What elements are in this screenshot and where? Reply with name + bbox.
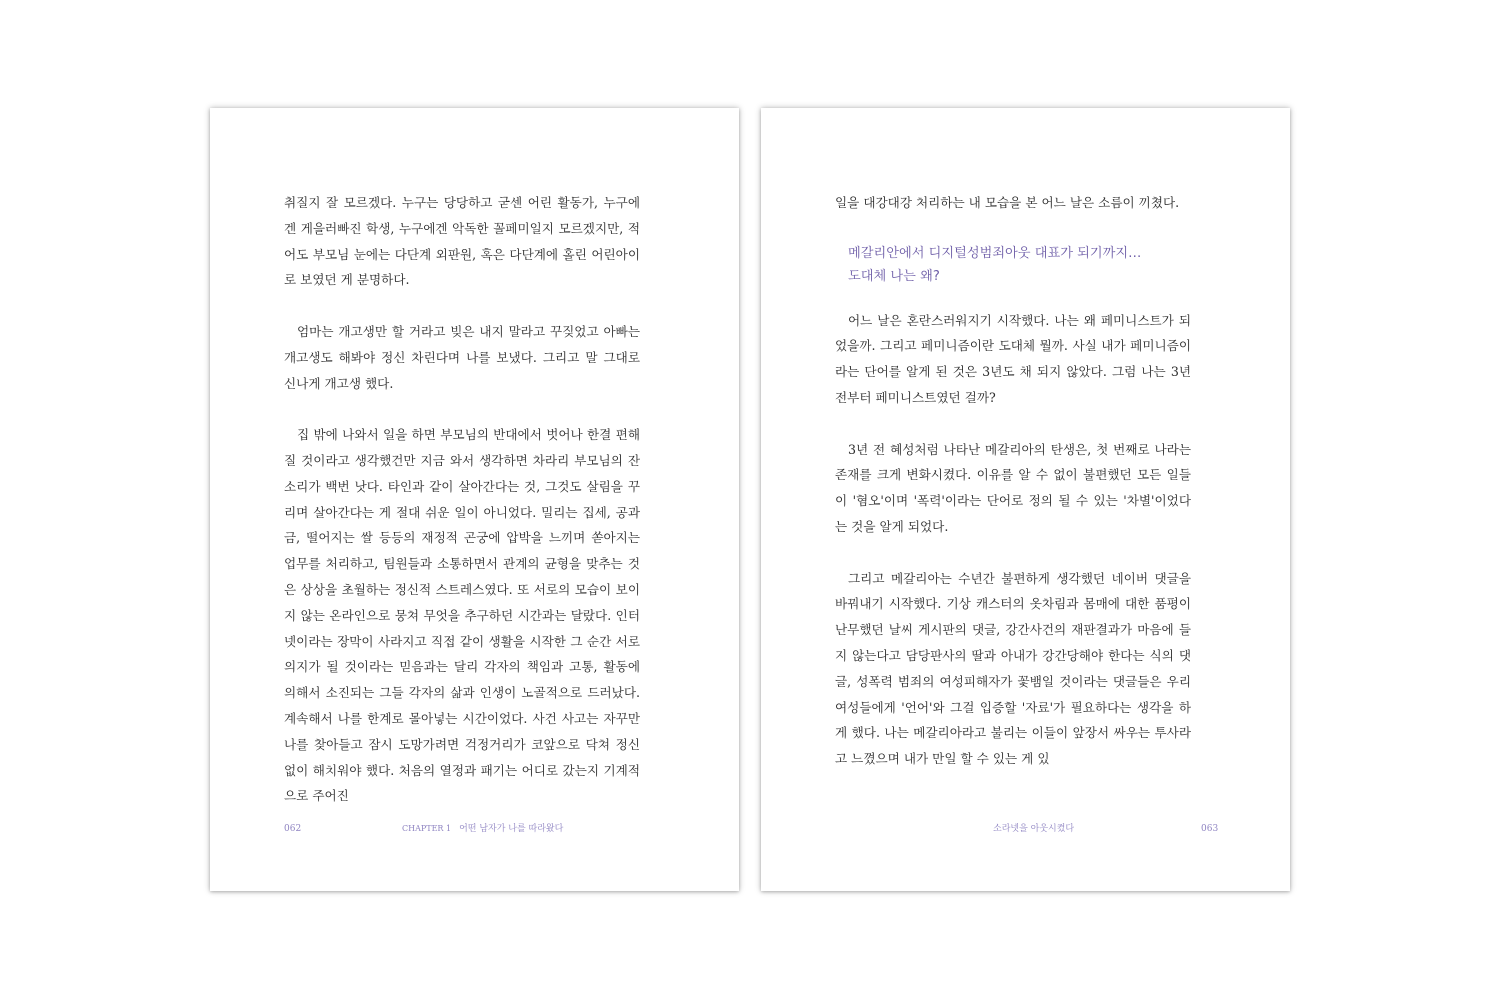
subheading-line: 메갈리안에서 디지털성범죄아웃 대표가 되기까지… — [848, 245, 1142, 261]
paragraph: 엄마는 개고생만 할 거라고 빚은 내지 말라고 꾸짖었고 아빠는 개고생도 해봐야 정신 차린다며 나를 보냈다. 그리고 말 그대로 신나게 개고생 했다. — [284, 323, 640, 391]
running-head: 소라넷을 아웃시켰다 — [993, 824, 1075, 834]
paragraph: 집 밖에 나와서 일을 하면 부모님의 반대에서 벗어나 한결 편해질 것이라고 생각했건만 지금 와서 생각하면 차라리 부모님의 잔소리가 백번 낫다. 타인과 같이 살아간다는 것, 그것도 살림을 꾸리며 살아간다는 게 절대 쉬운 일이 아니었다. 밀리는 집세, 공과금, 떨어지는 쌀 등등의 재정적 곤궁에 압박을 느끼며 쏟아지는 업무를 처리하고, 팀원들과 소통하면서 관계의 균형을 맞추는 것은 상상을 초월하는 정신적 스트레스였다. 또 서로의 모습이 보이지 않는 온라인으로 뭉쳐 무엇을 추구하던 시간과는 달랐다. 인터넷이라는 장막이 사라지고 직접 같이 생활을 시작한 그 순간 서로 의지가 될 것이라는 믿음과는 달리 각자의 책임과 고통, 활동에 의해서 소진되는 그들 각자의 삶과 인생이 노골적으로 드러났다. 계속해서 나를 한계로 몰아넣는 시간이었다. 사건 사고는 자꾸만 나를 찾아들고 잠시 도망가려면 걱정거리가 코앞으로 닥쳐 정신없이 해치워야 했다. 처음의 열정과 패기는 어디로 갔는지 기계적으로 주어진 — [284, 427, 640, 804]
paragraph: 3년 전 혜성처럼 나타난 메갈리아의 탄생은, 첫 번째로 나라는 존재를 크게 변화시켰다. 이유를 알 수 없이 불편했던 모든 일들이 '혐오'이며 '폭력'이라는 단어로 정의 될 수 있는 '차별'이었다는 것을 알게 되었다. — [835, 441, 1191, 534]
right-page — [761, 108, 1290, 891]
left-page-body — [284, 190, 640, 835]
paragraph: 일을 대강대강 처리하는 내 모습을 본 어느 날은 소름이 끼쳤다. — [835, 195, 1180, 210]
paragraph: 어느 날은 혼란스러워지기 시작했다. 나는 왜 페미니스트가 되었을까. 그리고 페미니즘이란 도대체 뭘까. 사실 내가 페미니즘이라는 단어를 알게 된 것은 3년도 채 되지 않았다. 그럼 나는 3년 전부터 페미니스트였던 걸까? — [835, 312, 1191, 405]
chapter-title: 어떤 남자가 나를 따라왔다 — [459, 824, 564, 834]
right-page-body — [835, 190, 1191, 798]
paragraph: 그리고 메갈리아는 수년간 불편하게 생각했던 네이버 댓글을 바꿔내기 시작했다. 기상 캐스터의 옷차림과 몸매에 대한 품평이 난무했던 날씨 게시판의 댓글, 강간사건의 재판결과가 마음에 들지 않는다고 담당판사의 딸과 아내가 강간당해야 한다는 식의 댓글, 성폭력 범죄의 여성피해자가 꽃뱀일 것이라는 댓글들은 우리 여성들에게 '언어'와 그걸 입증할 '자료'가 필요하다는 생각을 하게 했다. 나는 메갈리아라고 불리는 이들이 앞장서 싸우는 투사라고 느꼈으며 내가 만일 할 수 있는 게 있 — [835, 570, 1191, 767]
chapter-label: CHAPTER 1 — [402, 824, 452, 833]
section-subheading — [848, 242, 1191, 288]
left-page — [210, 108, 739, 891]
paragraph: 취질지 잘 모르겠다. 누구는 당당하고 굳센 어린 활동가, 누구에겐 게을러빠진 학생, 누구에겐 악독한 꼴페미일지 모르겠지만, 적어도 부모님 눈에는 다단계 외판원, 혹은 다단계에 홀린 어린아이로 보였던 게 분명하다. — [284, 195, 640, 288]
page-number: 063 — [1201, 824, 1219, 834]
running-head — [402, 823, 563, 835]
subheading-line: 도대체 나는 왜? — [848, 268, 940, 284]
page-number: 062 — [284, 824, 302, 834]
